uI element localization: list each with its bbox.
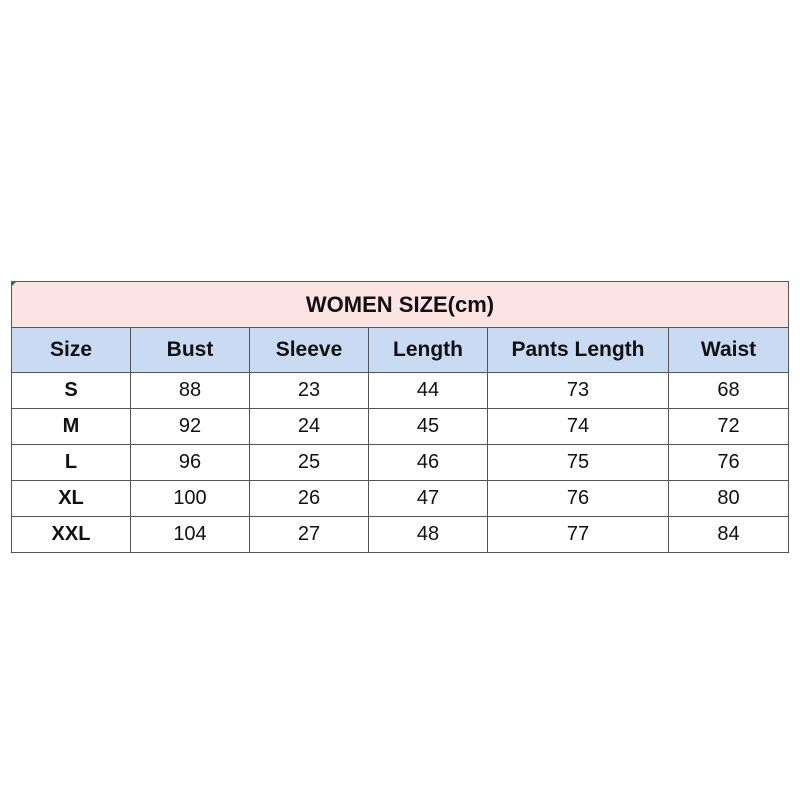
size-chart-table bbox=[11, 281, 789, 553]
table-row bbox=[12, 517, 789, 553]
size-cell: XL bbox=[12, 481, 131, 517]
corner-marker-icon bbox=[11, 281, 17, 287]
length-cell: 47 bbox=[369, 481, 488, 517]
header-size: Size bbox=[12, 328, 131, 373]
table-row bbox=[12, 445, 789, 481]
table-row bbox=[12, 481, 789, 517]
waist-cell: 84 bbox=[669, 517, 789, 553]
pants-length-cell: 76 bbox=[488, 481, 669, 517]
size-cell: XXL bbox=[12, 517, 131, 553]
header-bust: Bust bbox=[131, 328, 250, 373]
table-title: WOMEN SIZE(cm) bbox=[12, 282, 789, 328]
bust-cell: 100 bbox=[131, 481, 250, 517]
length-cell: 48 bbox=[369, 517, 488, 553]
bust-cell: 104 bbox=[131, 517, 250, 553]
size-cell: S bbox=[12, 373, 131, 409]
sleeve-cell: 24 bbox=[250, 409, 369, 445]
sleeve-cell: 23 bbox=[250, 373, 369, 409]
header-waist: Waist bbox=[669, 328, 789, 373]
sleeve-cell: 25 bbox=[250, 445, 369, 481]
title-row bbox=[12, 282, 789, 328]
length-cell: 44 bbox=[369, 373, 488, 409]
sleeve-cell: 26 bbox=[250, 481, 369, 517]
bust-cell: 96 bbox=[131, 445, 250, 481]
header-length: Length bbox=[369, 328, 488, 373]
sleeve-cell: 27 bbox=[250, 517, 369, 553]
size-cell: M bbox=[12, 409, 131, 445]
waist-cell: 68 bbox=[669, 373, 789, 409]
pants-length-cell: 74 bbox=[488, 409, 669, 445]
table-row bbox=[12, 409, 789, 445]
pants-length-cell: 77 bbox=[488, 517, 669, 553]
waist-cell: 72 bbox=[669, 409, 789, 445]
waist-cell: 76 bbox=[669, 445, 789, 481]
header-sleeve: Sleeve bbox=[250, 328, 369, 373]
header-row bbox=[12, 328, 789, 373]
size-cell: L bbox=[12, 445, 131, 481]
bust-cell: 92 bbox=[131, 409, 250, 445]
length-cell: 45 bbox=[369, 409, 488, 445]
bust-cell: 88 bbox=[131, 373, 250, 409]
pants-length-cell: 73 bbox=[488, 373, 669, 409]
table-row bbox=[12, 373, 789, 409]
header-pants-length: Pants Length bbox=[488, 328, 669, 373]
waist-cell: 80 bbox=[669, 481, 789, 517]
length-cell: 46 bbox=[369, 445, 488, 481]
pants-length-cell: 75 bbox=[488, 445, 669, 481]
